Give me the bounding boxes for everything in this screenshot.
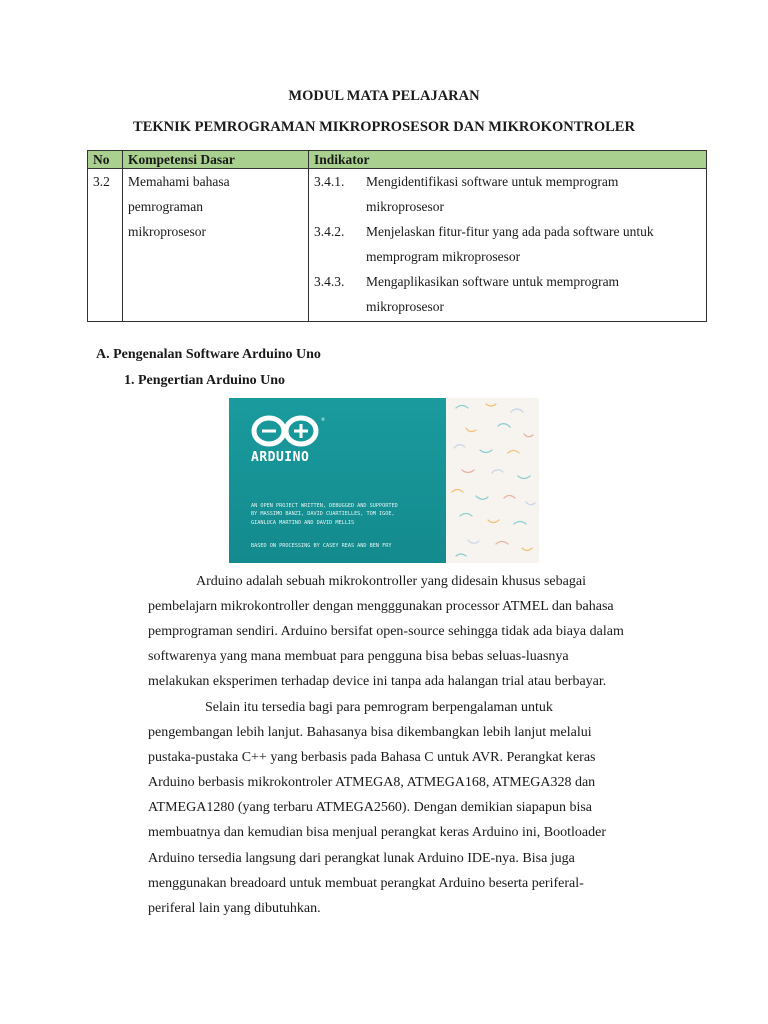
paragraph-line: periferal lain yang dibutuhkan. [148,900,321,916]
indicator-text-cont: memprogram mikroprosesor [366,249,521,264]
arduino-image [229,398,539,563]
competency-table [87,150,707,322]
paragraph-intro [148,569,674,694]
paragraph-line: ATMEGA1280 (yang terbaru ATMEGA2560). Dengan demikian siapapun bisa [148,800,593,816]
subsection-heading: 1. Pengertian Arduino Uno [124,373,286,388]
header-kompetensi: Kompetensi Dasar [123,151,309,169]
cell-no: 3.2 [88,169,123,322]
indicator-text-cont: mikroprosesor [366,199,444,214]
indicator-number: 3.4.1. [314,174,345,189]
arduino-brand-text: ARDUINO [251,450,310,465]
svg-text:®: ® [321,417,325,422]
paragraph-line: Arduino adalah sebuah mikrokontroller yang didesain khusus sebagai [196,574,586,589]
indicator-item [314,219,701,244]
credits-line: AN OPEN PROJECT WRITTEN, DEBUGGED AND SUPPORTED [251,503,398,509]
paragraph-line: pustaka-pustaka C++ yang berbasis pada Bahasa C untuk AVR. Perangkat keras [148,750,596,766]
kompetensi-line: Memahami bahasa [128,174,230,189]
page-subtitle: TEKNIK PEMROGRAMAN MIKROPROSESOR DAN MIKROKONTROLER [133,119,635,135]
page-title: MODUL MATA PELAJARAN [288,88,480,104]
kompetensi-line: mikroprosesor [128,224,206,239]
arduino-pattern-panel [446,398,539,563]
paragraph-line: Arduino berbasis mikrokontroler ATMEGA8, ATMEGA168, ATMEGA328 dan [148,775,596,791]
cell-indikator [309,169,707,322]
paragraph-line: pembelajarn mikrokontroller dengan mengggunakan processor ATMEL dan bahasa [148,599,614,615]
kompetensi-line: pemrograman [128,199,203,214]
indicator-number: 3.4.3. [314,274,345,289]
arduino-based-text: BASED ON PROCESSING BY CASEY REAS AND BEN FRY [251,543,392,549]
indicator-text: Mengaplikasikan software untuk memprogram [366,274,620,289]
table-header-row [88,151,707,169]
credits-line: BY MASSIMO BANZI, DAVID CUARTIELLES, TOM IGOE, [251,511,395,518]
paragraph-detail [148,695,674,921]
squiggle-pattern-icon [446,398,539,563]
arduino-credits [251,502,446,527]
indicator-text: Menjelaskan fitur-fitur yang ada pada software untuk [366,224,654,239]
paragraph-line: membuatnya dan kemudian bisa menjual perangkat keras Arduino ini, Bootloader [148,825,606,841]
indicator-item [314,269,701,294]
cell-kompetensi [123,169,309,322]
header-indikator: Indikator [309,151,707,169]
paragraph-line: Arduino tersedia langsung dari perangkat lunak Arduino IDE-nya. Bisa juga [148,850,575,866]
table-row [88,169,707,322]
paragraph-line: softwarenya yang mana membuat para pengguna bisa bebas seluas-luasnya [148,649,569,665]
indicator-number: 3.4.2. [314,224,345,239]
paragraph-line: melakukan eksperimen terhadap device ini tanpa ada halangan trial atau berbayar. [148,674,607,690]
indicator-item [314,169,701,194]
paragraph-line: Selain itu tersedia bagi para pemrogram berpengalaman untuk [205,700,553,715]
header-no: No [88,151,123,169]
indicator-text: Mengidentifikasi software untuk memprogram [366,174,619,189]
credits-line: GIANLUCA MARTINO AND DAVID MELLIS [251,519,355,526]
paragraph-line: pengembangan lebih lanjut. Bahasanya bisa dikembangkan lebih lanjut melalui [148,725,592,741]
paragraph-line: menggunakan breadoard untuk membuat perangkat Arduino beserta periferal- [148,875,584,891]
arduino-logo-icon [249,414,329,448]
section-heading: A. Pengenalan Software Arduino Uno [96,347,321,362]
indicator-text-cont: mikroprosesor [366,299,444,314]
paragraph-line: pemprograman sendiri. Arduino bersifat open-source sehingga tidak ada biaya dalam [148,624,624,640]
